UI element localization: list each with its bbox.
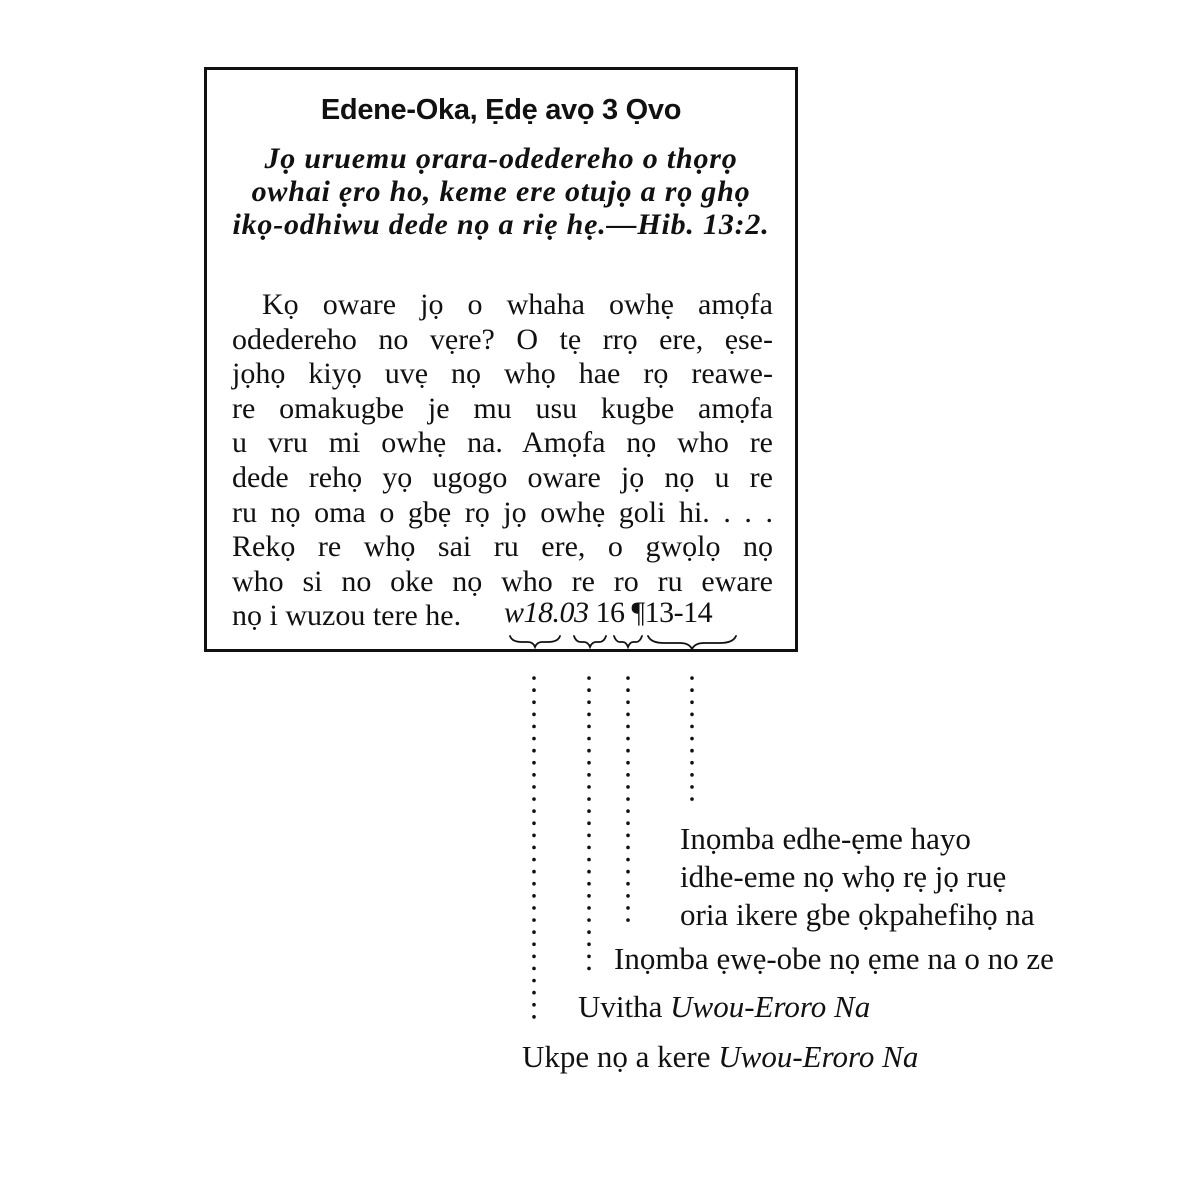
- callout-paragraph-line: oria ikere gbe ọkpahefihọ na: [680, 897, 1035, 932]
- reference-code: w18.03: [504, 596, 589, 629]
- callout-code-italic: Uwou-Eroro Na: [718, 1039, 919, 1074]
- body-line: dede rehọ yọ ugogo oware jọ nọ u re: [232, 460, 773, 494]
- card-title: Edene-Oka, Ẹdẹ avọ 3 Ọvo: [320, 94, 682, 126]
- body-line: Kọ oware jọ o whaha owhẹ amọfa: [262, 288, 773, 321]
- reference-paragraphs: ¶13-14: [631, 596, 713, 629]
- body-line: who si no oke nọ who re ro ru eware: [232, 564, 773, 598]
- callout-issue-italic: Uwou-Eroro Na: [670, 989, 871, 1024]
- body-line: odedereho no vẹre? O tẹ rrọ ere, ẹse-: [232, 322, 773, 356]
- callout-issue-prefix: Uvitha: [578, 989, 663, 1024]
- brace-page: [614, 636, 642, 647]
- callout-paragraph-line: Inọmba edhe-ẹme hayo: [680, 821, 971, 856]
- callout-issue-label: [578, 988, 870, 1026]
- callout-paragraph-label: [680, 820, 1035, 934]
- brace-paragraphs: [648, 636, 736, 649]
- body-line: jọhọ kiyọ uvẹ nọ whọ hae rọ reawe-: [232, 357, 773, 391]
- body-line: ru nọ oma o gbẹ rọ jọ owhẹ goli hi. . . .: [232, 495, 773, 529]
- callout-code-label: [522, 1038, 918, 1076]
- callout-paragraph-line: idhe-eme nọ whọ rẹ jọ ruẹ: [680, 859, 1007, 894]
- body-line: re omakugbe je mu usu kugbe amọfa: [232, 391, 773, 425]
- brace-code: [510, 636, 560, 647]
- body-line: Rekọ re whọ sai ru ere, o gwọlọ nọ: [232, 530, 773, 564]
- callout-page-label: Inọmba ẹwẹ-obe nọ ẹme na o no ze: [614, 941, 1054, 976]
- callout-code-prefix: Ukpe nọ a kere: [522, 1039, 711, 1074]
- reference-page: 16: [595, 596, 625, 629]
- theme-scripture: Jọ uruemu ọrara-odedereho o thọrọ owhai ẹro ho, keme ere otujọ a rọ ghọ ikọ-odhiwu dede nọ a riẹ hẹ.—Hib. 13:2.: [232, 142, 770, 241]
- body-line: u vru mi owhẹ na. Amọfa nọ who re: [232, 426, 773, 460]
- body-line: nọ i wuzou tere he.: [232, 599, 462, 633]
- brace-year: [574, 636, 606, 647]
